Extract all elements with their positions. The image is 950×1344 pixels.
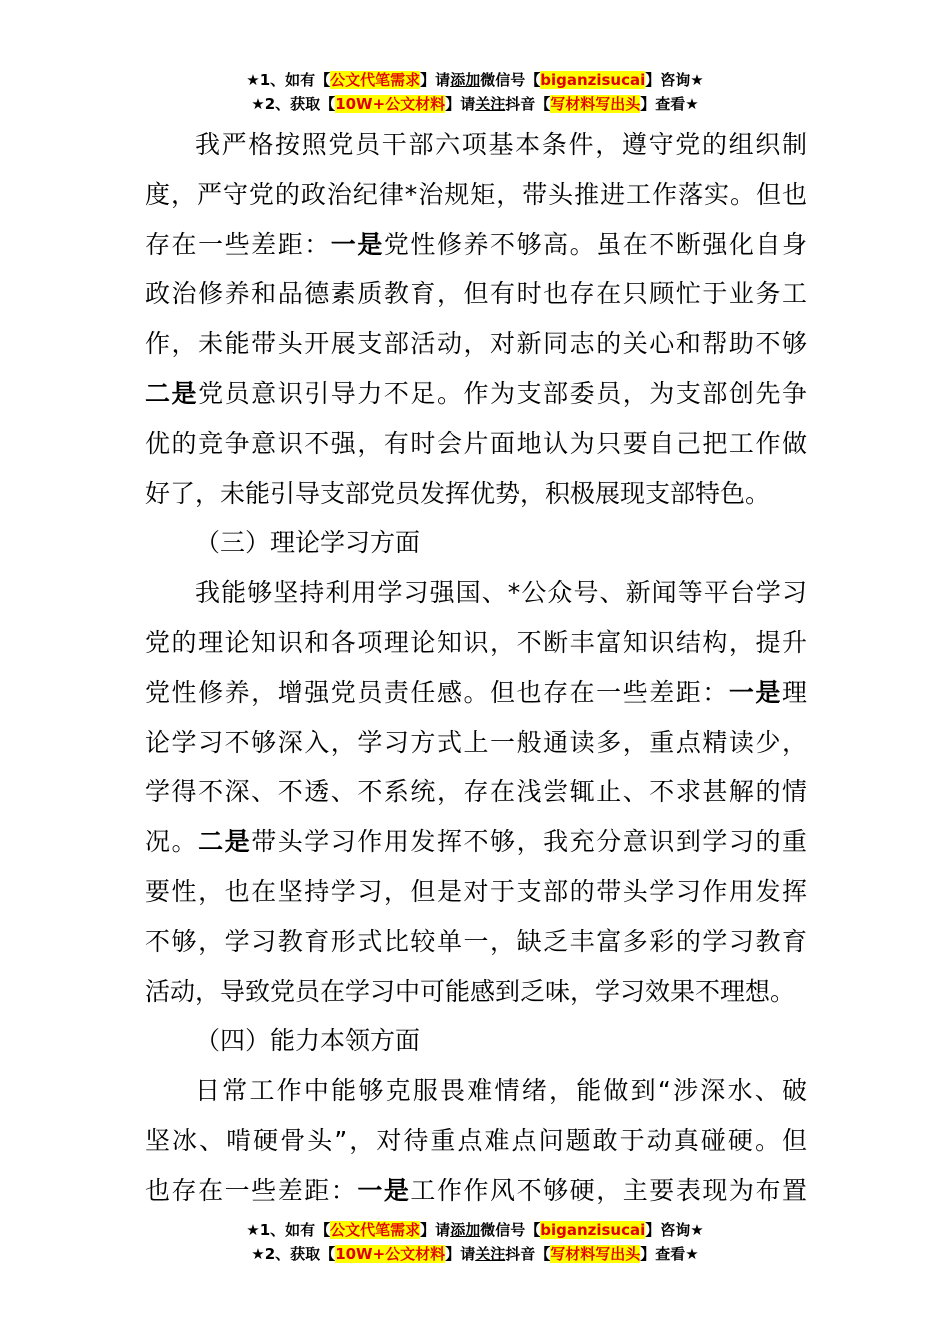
text-run: 也存在一些差距： bbox=[145, 1175, 358, 1205]
banner-line-1 bbox=[0, 1218, 950, 1242]
paragraph-line: 活动，导致党员在学习中可能感到乏味，学习效果不理想。 bbox=[145, 976, 796, 1006]
banner-highlight: biganzisucai bbox=[540, 71, 646, 89]
text-run: 党员意识引导力不足。作为支部委员，为支部创先争 bbox=[198, 378, 807, 408]
paragraph-line: 好了，未能引导支部党员发挥优势，积极展现支部特色。 bbox=[145, 478, 771, 508]
banner-line-2 bbox=[0, 1242, 950, 1266]
banner-text: 】咨询★ bbox=[645, 71, 704, 89]
banner-highlight: 公文代笔需求 bbox=[330, 1221, 421, 1239]
banner-text: ★1、如有【 bbox=[246, 1221, 331, 1239]
paragraph-line bbox=[145, 369, 807, 419]
banner-text: 】查看★ bbox=[640, 95, 699, 113]
bold-run: 一是 bbox=[728, 677, 782, 707]
text-run: 带头学习作用发挥不够，我充分意识到学习的重 bbox=[251, 827, 807, 857]
banner-text: ★1、如有【 bbox=[246, 71, 331, 89]
banner-highlight: 写材料写出头 bbox=[550, 95, 641, 113]
document-body bbox=[145, 120, 807, 1216]
banner-text: ★2、获取【 bbox=[251, 1245, 336, 1263]
paragraph-line: 度，严守党的政治纪律*治规矩，带头推进工作落实。但也 bbox=[145, 179, 807, 209]
text-run: 理 bbox=[781, 677, 807, 707]
banner-text: 】请 bbox=[420, 71, 451, 89]
paragraph-line: 优的竞争意识不强，有时会片面地认为只要自己把工作做 bbox=[145, 428, 807, 458]
section-heading: （四）能力本领方面 bbox=[195, 1026, 421, 1056]
footer-banner bbox=[0, 1218, 950, 1266]
banner-text: 微信号【 bbox=[480, 1221, 541, 1239]
banner-underline: 添加 bbox=[450, 1221, 481, 1239]
section-heading: （三）理论学习方面 bbox=[195, 528, 421, 558]
banner-highlight: 10W+公文材料 bbox=[335, 95, 446, 113]
banner-text: 】请 bbox=[445, 95, 476, 113]
paragraph-line: 要性，也在坚持学习，但是对于支部的带头学习作用发挥 bbox=[145, 876, 807, 906]
paragraph-line: 作，未能带头开展支部活动，对新同志的关心和帮助不够 bbox=[145, 329, 807, 359]
banner-highlight: biganzisucai bbox=[540, 1221, 646, 1239]
banner-underline: 添加 bbox=[450, 71, 481, 89]
paragraph-line: 坚冰、啃硬骨头”，对待重点难点问题敢于动真碰硬。但 bbox=[145, 1125, 807, 1155]
banner-text: ★2、获取【 bbox=[251, 95, 336, 113]
paragraph-line: 我能够坚持利用学习强国、*公众号、新闻等平台学习 bbox=[195, 578, 807, 608]
banner-text: 抖音【 bbox=[505, 1245, 551, 1263]
bold-run: 二是 bbox=[145, 378, 199, 408]
paragraph-line: 我严格按照党员干部六项基本条件，遵守党的组织制 bbox=[195, 130, 807, 159]
banner-text: 】咨询★ bbox=[645, 1221, 704, 1239]
paragraph-line bbox=[145, 668, 807, 718]
banner-text: 】请 bbox=[445, 1245, 476, 1263]
header-banner bbox=[0, 68, 950, 116]
paragraph-line: 日常工作中能够克服畏难情绪，能做到“涉深水、破 bbox=[195, 1076, 807, 1106]
banner-text: 抖音【 bbox=[505, 95, 551, 113]
banner-text: 】请 bbox=[420, 1221, 451, 1239]
text-run: 存在一些差距： bbox=[145, 229, 331, 259]
banner-underline: 关注 bbox=[475, 95, 506, 113]
banner-highlight: 10W+公文材料 bbox=[335, 1245, 446, 1263]
paragraph-line bbox=[145, 817, 807, 867]
paragraph-line: 不够，学习教育形式比较单一，缺乏丰富多彩的学习教育 bbox=[145, 926, 807, 956]
text-run: 工作作风不够硬，主要表现为布置 bbox=[410, 1175, 807, 1205]
bold-run: 二是 bbox=[198, 827, 252, 857]
banner-highlight: 公文代笔需求 bbox=[330, 71, 421, 89]
banner-text: 微信号【 bbox=[480, 71, 541, 89]
text-run: 党性修养不够高。虽在不断强化自身 bbox=[383, 229, 807, 259]
banner-text: 】查看★ bbox=[640, 1245, 699, 1263]
bold-run: 一是 bbox=[330, 229, 384, 259]
banner-line-2 bbox=[0, 92, 950, 116]
banner-line-1 bbox=[0, 68, 950, 92]
text-run: 党性修养，增强党员责任感。但也存在一些差距： bbox=[145, 677, 729, 707]
paragraph-line: 论学习不够深入，学习方式上一般通读多，重点精读少， bbox=[145, 727, 807, 757]
paragraph-line bbox=[145, 220, 807, 270]
banner-highlight: 写材料写出头 bbox=[550, 1245, 641, 1263]
paragraph-line: 政治修养和品德素质教育，但有时也存在只顾忙于业务工 bbox=[145, 279, 807, 309]
paragraph-line bbox=[145, 1166, 807, 1216]
paragraph-line: 学得不深、不透、不系统，存在浅尝辄止、不求甚解的情 bbox=[145, 777, 807, 807]
banner-underline: 关注 bbox=[475, 1245, 506, 1263]
text-run: 况。 bbox=[145, 827, 199, 857]
bold-run: 一是 bbox=[357, 1175, 411, 1205]
paragraph-line: 党的理论知识和各项理论知识，不断丰富知识结构，提升 bbox=[145, 627, 807, 657]
